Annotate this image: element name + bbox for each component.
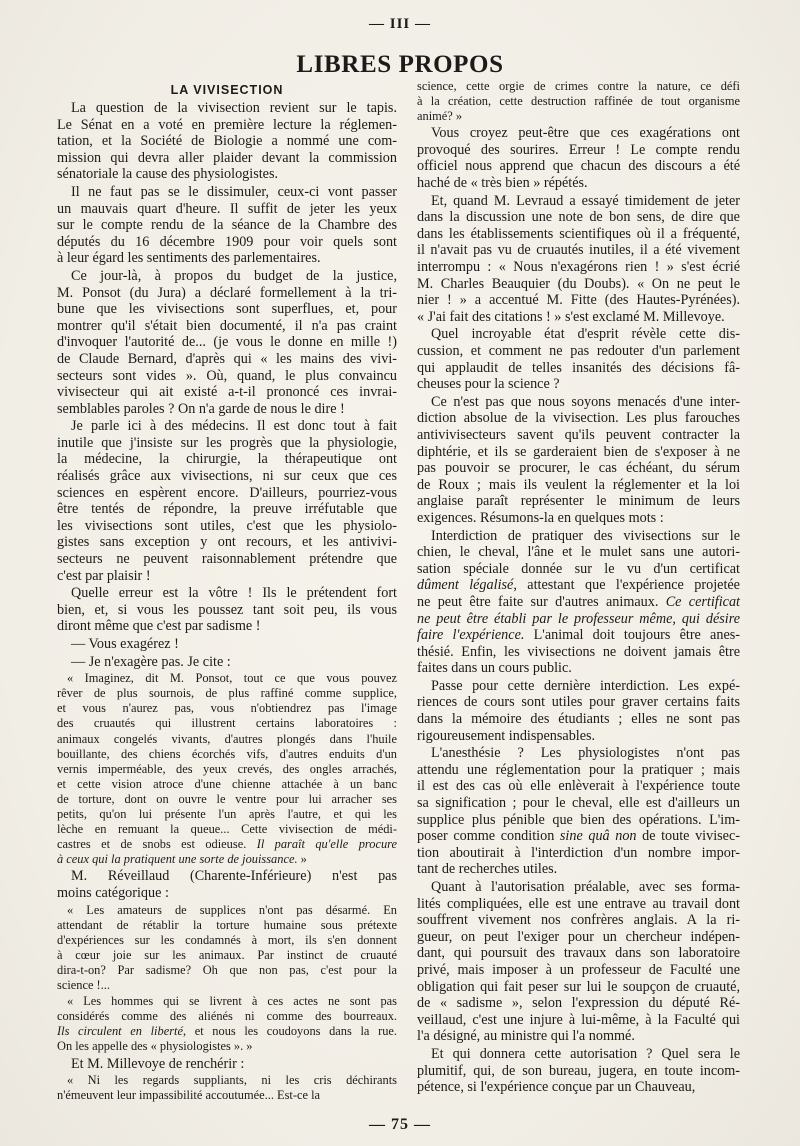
text-line: Quant à l'autorisation préalable, avec ses forma- — [431, 879, 740, 895]
text-line: obligation qui fait peser sur lui le soupçon de cruauté, — [417, 978, 740, 995]
text-line: de Claude Bernard, d'après qui « les mains des vivi- — [57, 350, 397, 367]
text-line: tant de recherches utiles. — [417, 861, 558, 878]
text-line: dira-t-on? Par sadisme? Oh que non pas, c'est pour la — [57, 962, 397, 977]
paragraph — [417, 745, 740, 878]
text-line: bouillante, des chiens écorchés vifs, d'autres enduits d'un — [57, 746, 397, 761]
paragraph — [57, 184, 397, 267]
paragraph — [57, 868, 397, 901]
text-line — [417, 828, 740, 845]
section-title: LIBRES PROPOS — [296, 51, 504, 78]
text-line: — Vous exagérez ! — [71, 636, 179, 652]
text-line: « Les amateurs de supplices n'ont pas désarmé. En — [67, 902, 397, 917]
text-line: faites dans un cours public. — [417, 660, 572, 677]
text-line: vernis imperméable, des yeux crevés, des ongles arrachés, — [57, 761, 397, 776]
text-line: vivisecteur qui ait existé a-t-il prononcé ces invrai- — [57, 384, 397, 401]
text-line: d'expériences sur les condamnés à mort, ils s'en donnent — [57, 932, 397, 947]
text-line: secteurs ne peuvent raisonnablement prétendre que — [57, 551, 397, 568]
text-line: animé? » — [417, 109, 463, 124]
paragraph — [417, 879, 740, 1045]
paragraph — [417, 125, 740, 191]
text-line: diphtérie, et ils se garderaient bien de s'exposer à ne — [417, 443, 740, 460]
left-column — [57, 100, 397, 1103]
text-line: riences de cours sont utiles pour graver certains faits — [417, 694, 740, 711]
text-line: inutile que j'insiste sur les progrès que la physiologie, — [57, 434, 397, 451]
text-line: chien, le cheval, l'âne et le mulet sans une autori- — [417, 544, 740, 561]
text-line: Et M. Millevoye de renchérir : — [71, 1055, 245, 1072]
text-line: M. Ponsot (du Jura) a déclaré formellement à la tri- — [57, 284, 397, 301]
text-line: L'anesthésie ? Les physiologistes n'ont pas — [431, 745, 740, 762]
text-line: il n'avait pas vu de cruautés inutiles, il a été vivement — [417, 242, 740, 259]
text-line: nier ! » a accentué M. Fitte (des Hautes-Pyrénées). — [417, 292, 740, 309]
text-line: cheuses pour la science ? — [417, 376, 560, 393]
text-line: qui applaudit de telles insanités des décisions fâ- — [417, 359, 740, 376]
text-line: montrer qu'il s'était bien documenté, il n'a pas craint — [57, 317, 397, 334]
paragraph — [417, 394, 740, 527]
text-line: et cette vision atroce d'une chienne attachée à un banc — [57, 776, 397, 791]
text-line: sation spéciale donnée sur le vu d'un certificat — [417, 560, 740, 577]
text-line: privé, mais imposer à un professeur de Faculté une — [417, 961, 740, 978]
text-line: à la création, cette destruction raffinée de tout organisme — [417, 94, 740, 109]
text-line: c'est par plaisir ! — [57, 567, 151, 584]
paragraph — [57, 636, 397, 653]
paragraph — [417, 678, 740, 744]
page-number: — 75 — — [369, 1116, 431, 1133]
right-column — [417, 79, 740, 1096]
text-line: considérés comme des aliénés ni comme des bourreaux. — [57, 1009, 397, 1024]
text-line: gistes sans exception y ont recours, et les antivivi- — [57, 534, 397, 551]
paragraph — [417, 193, 740, 326]
text-run: L'animal doit toujours être anes- — [524, 627, 740, 644]
text-line: un mauvais quart d'heure. Il suffit de jeter les yeux — [57, 200, 397, 217]
italic-text: faire l'expérience. — [417, 627, 525, 644]
text-line: sciences en espèrent encore. D'ailleurs, pourriez-vous — [57, 484, 397, 501]
text-line: exigences. Résumons-la en quelques mots : — [417, 509, 664, 526]
text-line: rêver de plus sournois, de plus raffiné comme supplice, — [57, 686, 397, 701]
text-line: « Imaginez, dit M. Ponsot, tout ce que vous pouvez — [67, 671, 397, 686]
paragraph — [417, 528, 740, 677]
text-line: science !... — [57, 978, 110, 993]
text-line: Quelle erreur est la vôtre ! Ils le prétendent fort — [71, 585, 397, 602]
text-line: Ce jour-là, à propos du budget de la justice, — [71, 267, 397, 284]
paragraph — [57, 585, 397, 635]
text-line: tion aboutirait à l'interdiction d'un nombre impor- — [417, 844, 740, 861]
text-line: M. Charles Beauquier (du Doubs). « On ne peut le — [417, 275, 740, 292]
text-line: être tentés de répondre, la preuve irréfutable que — [57, 501, 397, 518]
text-line: petits, qu'on lui présente l'un après l'autre, et qui les — [57, 807, 397, 822]
folio-header: — III — — [368, 16, 431, 32]
text-line: bune que les vivisections sont superflues, et, pour — [57, 301, 397, 318]
text-line: dant, qui poursuit des travaux dans son laboratoire — [417, 945, 740, 962]
text-line: dans les établissements scientifiques où il a fréquenté, — [417, 225, 740, 242]
text-line: d'invoquer l'autorité de... (je vous le donne en mille !) — [57, 334, 397, 351]
text-line: à leur égard les sentiments des parlementaires. — [57, 250, 321, 267]
text-line: cussion, et comment ne pas redouter d'un parlement — [417, 343, 740, 359]
italic-text: Ils circulent en liberté — [57, 1024, 183, 1039]
text-line: députés du 16 décembre 1909 pour voir quels sont — [57, 233, 397, 250]
text-line: « Ni les regards suppliants, ni les cris déchirants — [67, 1073, 397, 1088]
paragraph — [57, 100, 397, 183]
text-line: antivivisecteurs savent qu'ils peuvent contracter la — [417, 426, 740, 443]
text-line — [57, 837, 397, 852]
text-line: Quel incroyable état d'esprit révèle cette dis- — [431, 326, 740, 343]
text-line — [417, 594, 740, 611]
text-line: Et, quand M. Levraud a essayé timidement de jeter — [431, 192, 740, 209]
text-line: « Les hommes qui se livrent à ces actes ne sont pas — [67, 994, 397, 1009]
text-line: de torture, dont on ouvre le ventre pour lui arracher ses — [57, 791, 397, 806]
text-line: diront même que c'est par sadisme ! — [57, 618, 261, 635]
quoted-paragraph — [57, 1073, 397, 1103]
text-run: de toute vivisec- — [636, 828, 740, 845]
text-line: Il ne faut pas se le dissimuler, ceux-ci vont passer — [71, 183, 397, 200]
text-line: attendant de rétablir la torture humaine sous prétexte — [57, 917, 397, 932]
text-line: secteurs sont vides ». Où, quand, le plus convaincu — [57, 367, 397, 384]
text-line: officiel nous apprend que chacun des discours a été — [417, 158, 740, 175]
text-line: à cœur joie sur les animaux. Par instinct de cruauté — [57, 947, 397, 962]
text-line: il est des cas où elle enlèverait à l'expérience toute — [417, 778, 740, 795]
paragraph — [57, 268, 397, 417]
text-line: réalisés grâce aux vivisections, ni sur ceux que ces — [57, 468, 397, 485]
quoted-paragraph — [57, 671, 397, 867]
text-line — [57, 1024, 397, 1039]
text-line: de « sadisme », selon l'expression du député Ré- — [417, 995, 740, 1012]
italic-text: ne peut être établi par le professeur même, qui désire — [417, 610, 740, 627]
text-line: animaux congelés vivants, d'autres plongés dans l'huile — [57, 731, 397, 746]
text-line — [417, 577, 740, 594]
text-line: n'émeuvent leur impassibilité accoutumée... Est-ce la — [57, 1088, 321, 1103]
text-line: diction absolue de la vivisection. Les plus farouches — [417, 410, 740, 427]
text-line: les vivisections sont utiles, c'est que les physiolo- — [57, 517, 397, 534]
italic-text: Ce certificat — [665, 593, 741, 610]
text-line: lèche en remuant la queue... Cette vivisection de médi- — [57, 822, 397, 837]
text-run: , et nous les coudoyons dans la rue. — [182, 1024, 397, 1039]
text-line: sur le compte rendu de la séance de la Chambre des — [57, 217, 397, 234]
text-line: Le Sénat en a voté en première lecture la réglemen- — [57, 116, 397, 133]
text-line: et vous n'aurez pas, vous n'obtiendrez pas l'image — [57, 701, 397, 716]
italic-text: dûment légalisé — [417, 577, 514, 594]
text-line: Je parle ici à des médecins. Il est donc tout à fait — [71, 418, 397, 435]
text-line: bien, et, si vous les poussez tant soit peu, ils vous — [57, 601, 397, 618]
text-line: Et qui donnera cette autorisation ? Quel sera le — [431, 1045, 740, 1062]
text-line: semblables paroles ? On n'a garde de nous le dire ! — [57, 400, 345, 417]
text-line: des cruautés qui illustrent certains laboratoires : — [57, 716, 397, 731]
text-line: dans la mémoire des étudiants ; elles ne sont pas — [417, 711, 740, 728]
text-line: attendu une réglementation pour la pratiquer ; mais — [417, 761, 740, 778]
text-line: « J'ai fait des citations ! » s'est exclamé M. Millevoye. — [417, 308, 725, 325]
text-line: de Roux ; mais ils veulent la réglementer et la loi — [417, 476, 740, 493]
text-line: souffrent vivement nos confrères anglais. A la ri- — [417, 912, 740, 929]
text-line: Interdiction de pratiquer des vivisections sur le — [431, 527, 740, 544]
text-line: haché de « très bien » répétés. — [417, 175, 588, 192]
text-line: l'a désigné, au ministre qui l'a nommé. — [417, 1028, 635, 1045]
text-run: , attestant que l'expérience projetée — [513, 577, 740, 594]
text-line: lités compliquées, elle est une entrave au travail dont — [417, 895, 740, 912]
text-line: M. Réveillaud (Charente-Inférieure) n'est pas — [71, 868, 397, 885]
text-line: Vous croyez peut-être que ces exagérations ont — [431, 125, 740, 142]
text-line — [417, 611, 740, 628]
text-line: provoqué des sourires. Erreur ! Le compte rendu — [417, 141, 740, 158]
text-run: ne peut être faite sur d'autres animaux. — [417, 593, 666, 610]
text-line: la médecine, la chirurgie, la thérapeutique ont — [57, 451, 397, 468]
text-line: La question de la vivisection revient sur le tapis. — [71, 100, 397, 116]
text-line: dans la discussion une note de bon sens, de dire que — [417, 209, 740, 226]
text-line: anglaise paraît représenter le minimum de leurs — [417, 493, 740, 510]
text-line: On les appelle des « physiologistes ». » — [57, 1039, 253, 1054]
text-line: Passe pour cette dernière interdiction. Les expé- — [431, 677, 740, 694]
text-line: gueur, on peut l'exiger pour un chercheur indépen- — [417, 928, 740, 945]
text-line — [57, 852, 397, 867]
paragraph — [57, 418, 397, 584]
text-line: sa signification ; pour le cheval, elle est d'ailleurs un — [417, 795, 740, 812]
text-line: pétence, si l'expérience conçue par un Chauveau, — [417, 1079, 696, 1096]
quoted-paragraph — [417, 79, 740, 124]
italic-text: sine quâ non — [559, 828, 637, 845]
text-line: tation, et la Société de Biologie a nommé une com- — [57, 133, 397, 150]
text-run: poser comme condition — [417, 828, 560, 845]
text-line: sénatoriale la cause des physiologistes. — [57, 166, 279, 183]
text-line: veillaud, c'est une injure à lui-même, à la Faculté qui — [417, 1011, 740, 1028]
text-run: castres et de snobs est odieuse. — [57, 837, 257, 852]
italic-text: à ceux qui la pratiquent une sorte de jouissance. — [57, 852, 298, 867]
text-line: supplice plus pénible que bien des opérations. L'im- — [417, 811, 740, 828]
article-title: LA VIVISECTION — [170, 83, 284, 97]
paragraph — [57, 1056, 397, 1073]
quoted-paragraph — [57, 994, 397, 1054]
text-run: » — [297, 852, 307, 867]
text-line: rigoureusement indispensables. — [417, 727, 596, 744]
text-line — [417, 627, 740, 644]
text-line: plumitif, qui, de son bureau, jugera, en toute incom- — [417, 1062, 740, 1079]
paragraph — [417, 1046, 740, 1096]
paragraph — [417, 326, 740, 392]
italic-text: Il paraît qu'elle procure — [256, 837, 397, 852]
text-line: thésié. Enfin, les vivisections ne doivent jamais être — [417, 643, 740, 660]
paragraph — [57, 654, 397, 671]
text-line: mission qui devra aller plaider devant la commission — [57, 149, 397, 166]
text-line: Ce n'est pas que nous soyons menacés d'une inter- — [431, 393, 740, 410]
text-line: pas pouvoir se procurer, le cas échéant, du sérum — [417, 460, 740, 477]
text-line: — Je n'exagère pas. Je cite : — [71, 653, 231, 670]
text-line: moins catégorique : — [57, 885, 169, 901]
text-line: interrompu : « Nous n'exagérons rien ! » s'est écrié — [417, 259, 740, 276]
quoted-paragraph — [57, 903, 397, 994]
text-line: science, cette orgie de crimes contre la nature, ce défi — [417, 79, 740, 93]
